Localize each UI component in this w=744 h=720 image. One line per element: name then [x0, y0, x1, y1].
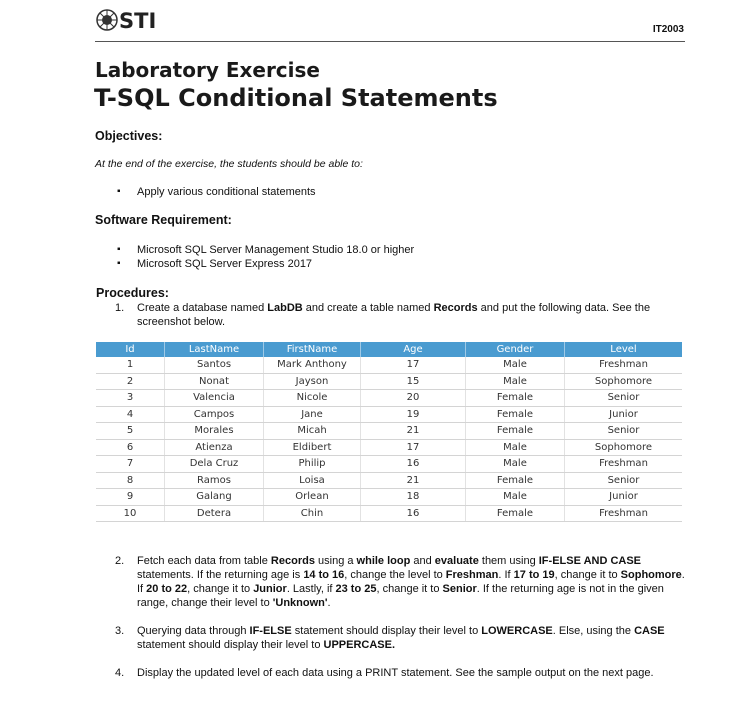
- table-cell: 9: [96, 489, 165, 506]
- step-text: Querying data through IF-ELSE statement should display their level to LOWERCASE. Else, using the CASE statement should display their level to UPPERCASE.: [137, 625, 665, 651]
- table-cell: Male: [466, 357, 565, 373]
- table-cell: Male: [466, 439, 565, 456]
- table-cell: Sophomore: [565, 439, 683, 456]
- table-cell: Female: [466, 472, 565, 489]
- table-cell: Female: [466, 406, 565, 423]
- table-cell: Female: [466, 390, 565, 407]
- column-header: Id: [96, 342, 165, 357]
- table-row: [96, 406, 682, 423]
- step-number: 1.: [115, 302, 125, 314]
- table-cell: 2: [96, 373, 165, 390]
- software-item: ▪ Microsoft SQL Server Express 2017: [117, 257, 414, 271]
- sti-logo-icon: [96, 9, 118, 31]
- table-cell: 4: [96, 406, 165, 423]
- table-cell: Male: [466, 456, 565, 473]
- course-code: IT2003: [652, 24, 684, 35]
- objectives-intro: At the end of the exercise, the students should be able to:: [95, 158, 363, 170]
- table-cell: Junior: [565, 489, 683, 506]
- table-row: [96, 390, 682, 407]
- procedure-step-3: [115, 624, 685, 652]
- software-heading: Software Requirement:: [95, 213, 232, 227]
- column-header: FirstName: [264, 342, 361, 357]
- table-cell: Dela Cruz: [165, 456, 264, 473]
- logo-text: STI: [119, 9, 157, 33]
- document-title: T-SQL Conditional Statements: [94, 84, 498, 112]
- table-cell: Female: [466, 423, 565, 440]
- objective-item: ▪ Apply various conditional statements: [117, 185, 316, 199]
- table-cell: Atienza: [165, 439, 264, 456]
- table-row: [96, 472, 682, 489]
- table-cell: 21: [361, 472, 466, 489]
- table-cell: 8: [96, 472, 165, 489]
- step-text: Create a database named LabDB and create a table named Records and put the following data. See the screenshot below.: [137, 302, 651, 328]
- table-cell: 7: [96, 456, 165, 473]
- table-cell: Loisa: [264, 472, 361, 489]
- procedures-heading: Procedures:: [96, 286, 169, 300]
- table-cell: 17: [361, 357, 466, 373]
- objectives-list: [117, 185, 316, 199]
- table-cell: Micah: [264, 423, 361, 440]
- table-cell: Detera: [165, 505, 264, 522]
- table-cell: Senior: [565, 472, 683, 489]
- table-cell: Morales: [165, 423, 264, 440]
- table-cell: Junior: [565, 406, 683, 423]
- table-cell: 19: [361, 406, 466, 423]
- step-number: 3.: [115, 625, 125, 637]
- table-cell: Campos: [165, 406, 264, 423]
- table-row: [96, 505, 682, 522]
- step-number: 4.: [115, 667, 125, 679]
- table-cell: Sophomore: [565, 373, 683, 390]
- table-cell: 16: [361, 505, 466, 522]
- table-cell: Jane: [264, 406, 361, 423]
- step-number: 2.: [115, 555, 125, 567]
- table-cell: Santos: [165, 357, 264, 373]
- table-cell: Valencia: [165, 390, 264, 407]
- table-cell: Freshman: [565, 505, 683, 522]
- table-cell: Nicole: [264, 390, 361, 407]
- table-cell: 3: [96, 390, 165, 407]
- table-cell: Eldibert: [264, 439, 361, 456]
- objectives-heading: Objectives:: [95, 129, 163, 143]
- table-row: [96, 373, 682, 390]
- table-cell: 18: [361, 489, 466, 506]
- header-divider: [95, 41, 685, 42]
- table-cell: Senior: [565, 423, 683, 440]
- procedure-step-2: [115, 554, 685, 610]
- table-cell: 15: [361, 373, 466, 390]
- table-cell: Female: [466, 505, 565, 522]
- software-list: [117, 243, 414, 271]
- procedure-step-1: [115, 301, 685, 329]
- procedure-step-4: [115, 666, 685, 680]
- table-body: [96, 357, 682, 522]
- table-row: [96, 439, 682, 456]
- column-header: LastName: [165, 342, 264, 357]
- column-header: Gender: [466, 342, 565, 357]
- table-cell: Freshman: [565, 456, 683, 473]
- table-cell: 1: [96, 357, 165, 373]
- table-cell: Orlean: [264, 489, 361, 506]
- records-table: [96, 342, 682, 522]
- document-subtitle: Laboratory Exercise: [95, 58, 320, 82]
- table-cell: Freshman: [565, 357, 683, 373]
- table-row: [96, 357, 682, 373]
- table-cell: 20: [361, 390, 466, 407]
- table-row: [96, 456, 682, 473]
- table-cell: Ramos: [165, 472, 264, 489]
- table-row: [96, 489, 682, 506]
- table-cell: 16: [361, 456, 466, 473]
- column-header: Level: [565, 342, 683, 357]
- table-cell: 17: [361, 439, 466, 456]
- table-cell: Male: [466, 489, 565, 506]
- table-cell: Jayson: [264, 373, 361, 390]
- table-cell: Senior: [565, 390, 683, 407]
- table-cell: Mark Anthony: [264, 357, 361, 373]
- table-cell: Philip: [264, 456, 361, 473]
- table-cell: Galang: [165, 489, 264, 506]
- software-item: ▪ Microsoft SQL Server Management Studio 18.0 or higher: [117, 243, 414, 257]
- column-header: Age: [361, 342, 466, 357]
- table-cell: 10: [96, 505, 165, 522]
- table-cell: 6: [96, 439, 165, 456]
- table-cell: 5: [96, 423, 165, 440]
- table-row: [96, 423, 682, 440]
- step-text: Fetch each data from table Records using a while loop and evaluate them using IF-ELSE AND CASE statements. If the returning age is 14 to 16, change the level to Freshman. If 17 to 19, change it to Sophomore. If 20 to 22, change it to Junior. Lastly, if 23 to 25, change it to Senior. If the returning age is not in the given range, change their level to 'Unknown'.: [137, 555, 685, 609]
- sti-logo: [96, 9, 156, 33]
- table-cell: Chin: [264, 505, 361, 522]
- table-cell: 21: [361, 423, 466, 440]
- table-cell: Male: [466, 373, 565, 390]
- table-cell: Nonat: [165, 373, 264, 390]
- table-header-row: [96, 342, 682, 357]
- step-text: Display the updated level of each data using a PRINT statement. See the sample output on the next page.: [137, 667, 654, 679]
